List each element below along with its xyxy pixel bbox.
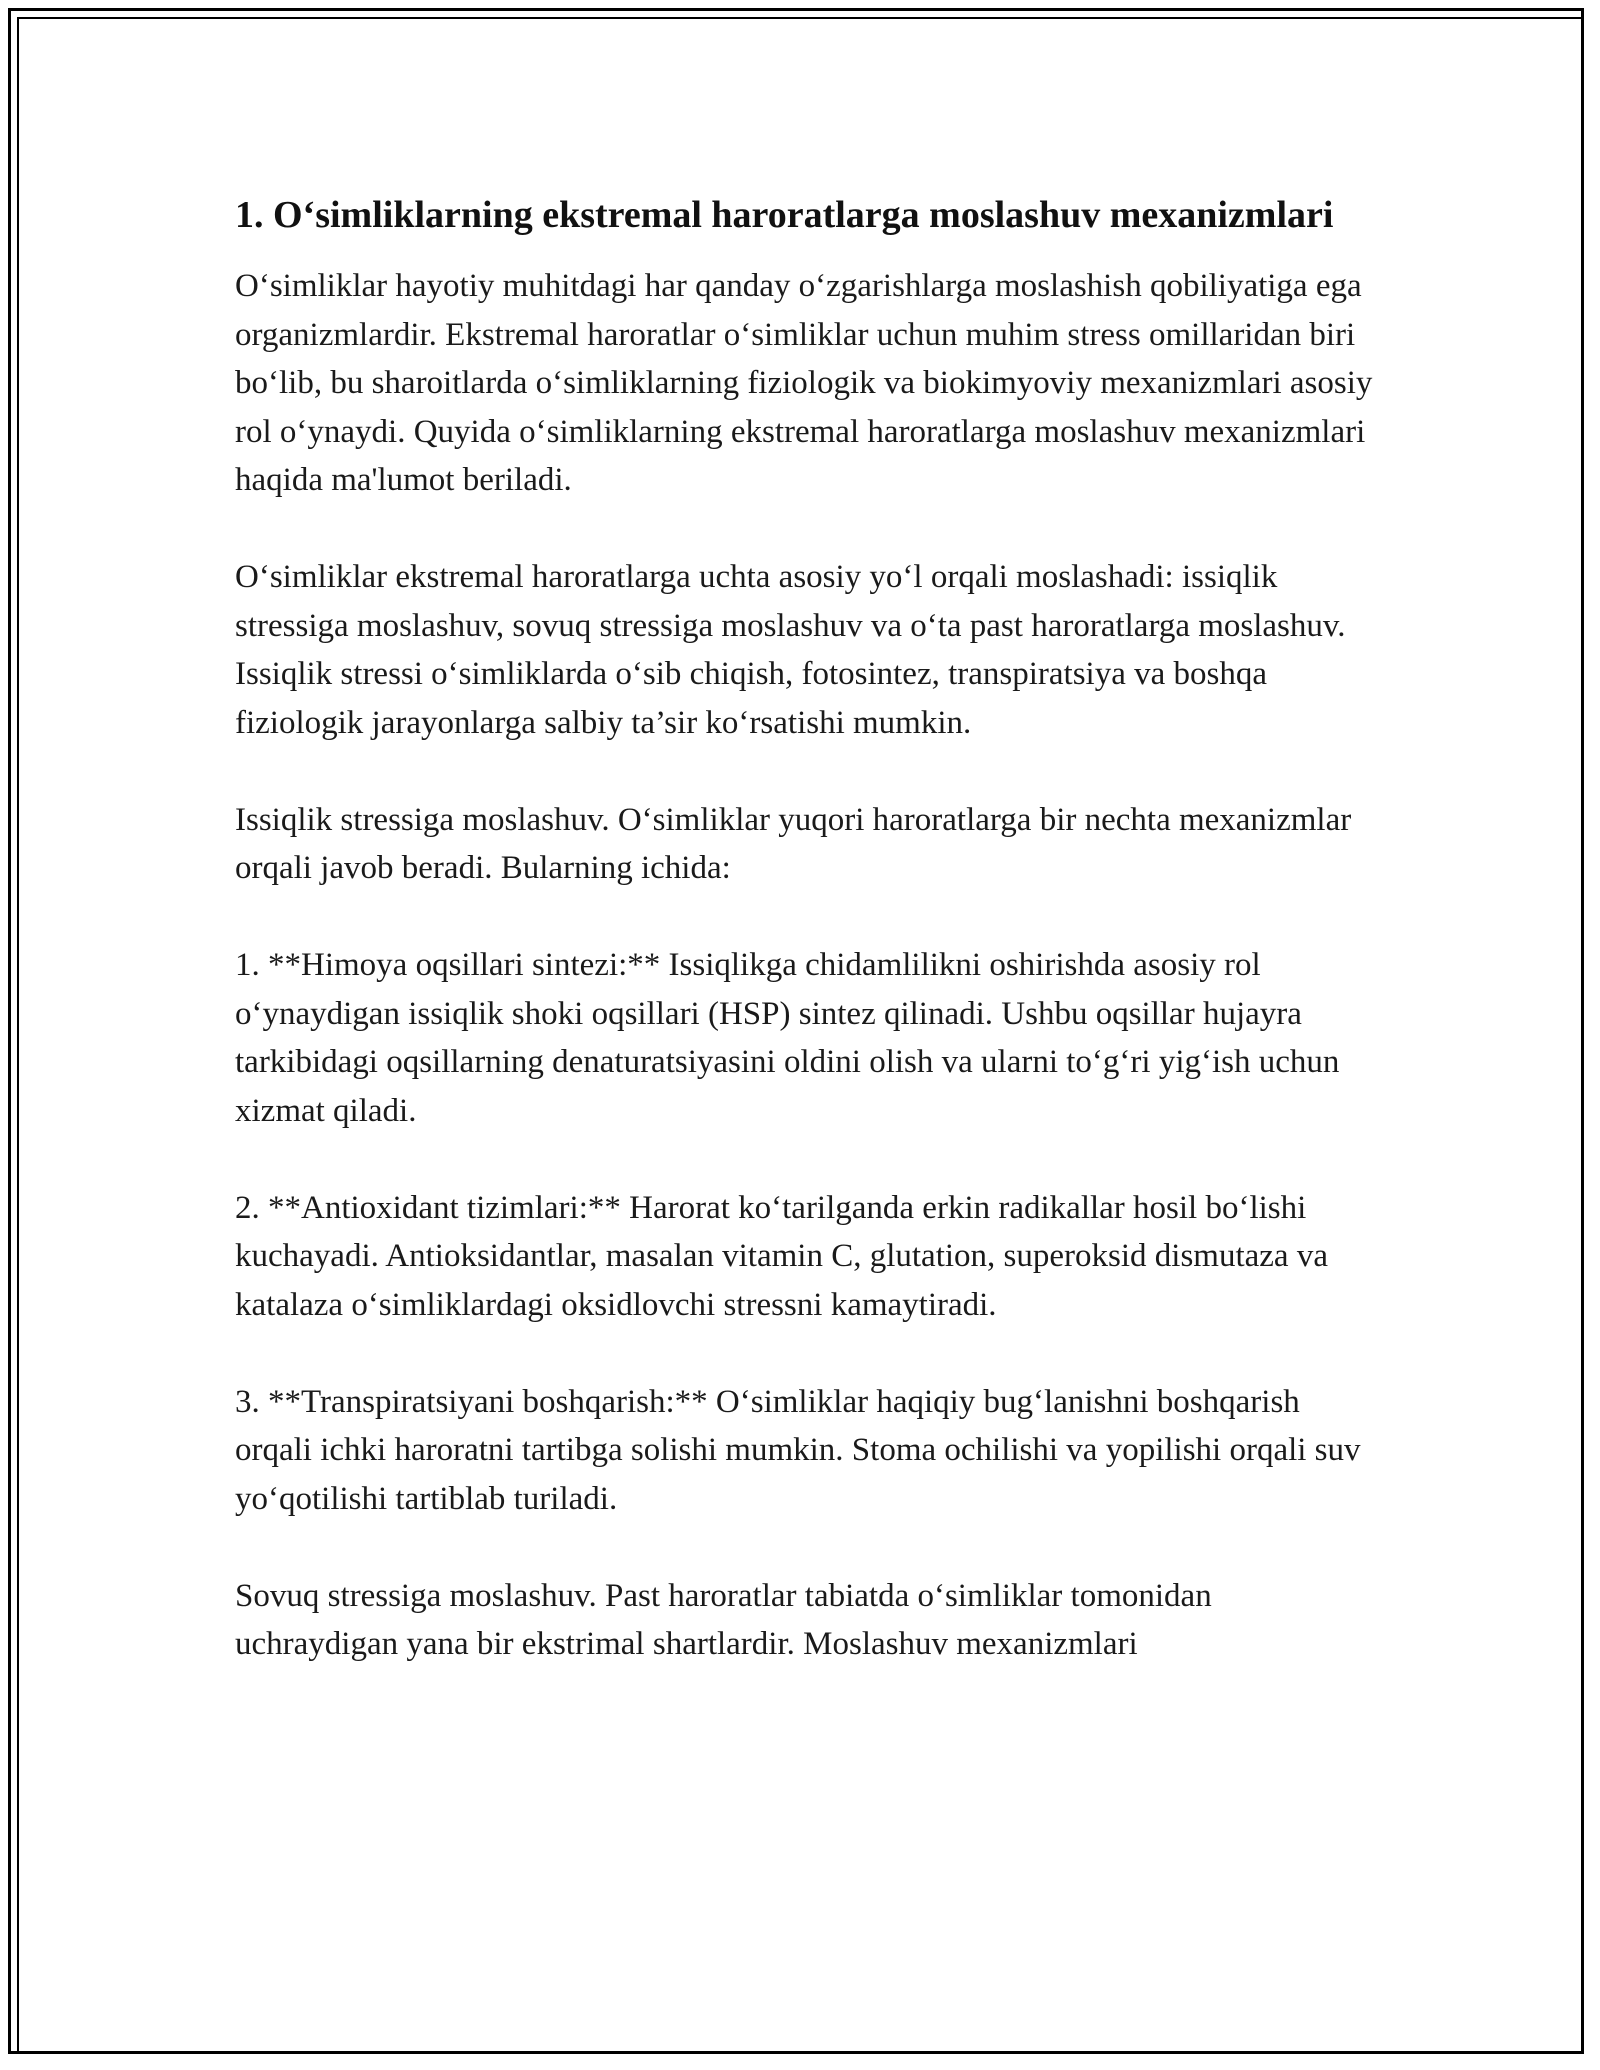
section-heading: 1. O‘simliklarning ekstremal haroratlarga moslashuv mexanizmlari (235, 194, 1334, 236)
list-item-transpiration: 3. **Transpiratsiyani boshqarish:** O‘simliklar haqiqiy bug‘lanishni boshqarish orqali ichki haroratni tartibga solishi mumkin. Stoma ochilishi va yopilishi orqali suv yo‘qotilishi tartiblab turiladi. (235, 1383, 1361, 1517)
paragraph-adaptation-ways: O‘simliklar ekstremal haroratlarga uchta asosiy yo‘l orqali moslashadi: issiqlik stressiga moslashuv, sovuq stressiga moslashuv va o‘ta past haroratlarga moslashuv. Issiqlik stressi o‘simliklarda o‘sib chiqish, fotosintez, transpiratsiya va boshqa fiziologik jarayonlarga salbiy ta’sir ko‘rsatishi mumkin. (235, 559, 1346, 741)
paragraph-heat-stress: Issiqlik stressiga moslashuv. O‘simliklar yuqori haroratlarga bir nechta mexanizmlar orqali javob beradi. Bularning ichida: (235, 801, 1352, 886)
paragraph-cold-stress: Sovuq stressiga moslashuv. Past haroratlar tabiatda o‘simliklar tomonidan uchraydigan yana bir ekstrimal shartlardir. Moslashuv mexanizmlari (235, 1577, 1212, 1662)
paragraph-intro: O‘simliklar hayotiy muhitdagi har qanday o‘zgarishlarga moslashish qobiliyatiga ega organizmlardir. Ekstremal haroratlar o‘simliklar uchun muhim stress omillaridan biri bo‘lib, bu sharoitlarda o‘simliklarning fiziologik va biokimyoviy mexanizmlari asosiy rol o‘ynaydi. Quyida o‘simliklarning ekstremal haroratlarga moslashuv mexanizmlari haqida ma'lumot beriladi. (235, 268, 1373, 498)
list-item-antioxidant: 2. **Antioxidant tizimlari:** Harorat ko‘tarilganda erkin radikallar hosil bo‘lishi kuchayadi. Antioksidantlar, masalan vitamin C, glutation, superoksid dismutaza va katalaza o‘simliklardagi oksidlovchi stressni kamaytiradi. (235, 1189, 1328, 1323)
list-item-protein-synthesis: 1. **Himoya oqsillari sintezi:** Issiqlikga chidamlilikni oshirishda asosiy rol o‘ynaydigan issiqlik shoki oqsillari (HSP) sintez qilinadi. Ushbu oqsillar hujayra tarkibidagi oqsillarning denaturatsiyasini oldini olish va ularni to‘g‘ri yig‘ish uchun xizmat qiladi. (235, 947, 1340, 1129)
document-body (235, 188, 1375, 1669)
